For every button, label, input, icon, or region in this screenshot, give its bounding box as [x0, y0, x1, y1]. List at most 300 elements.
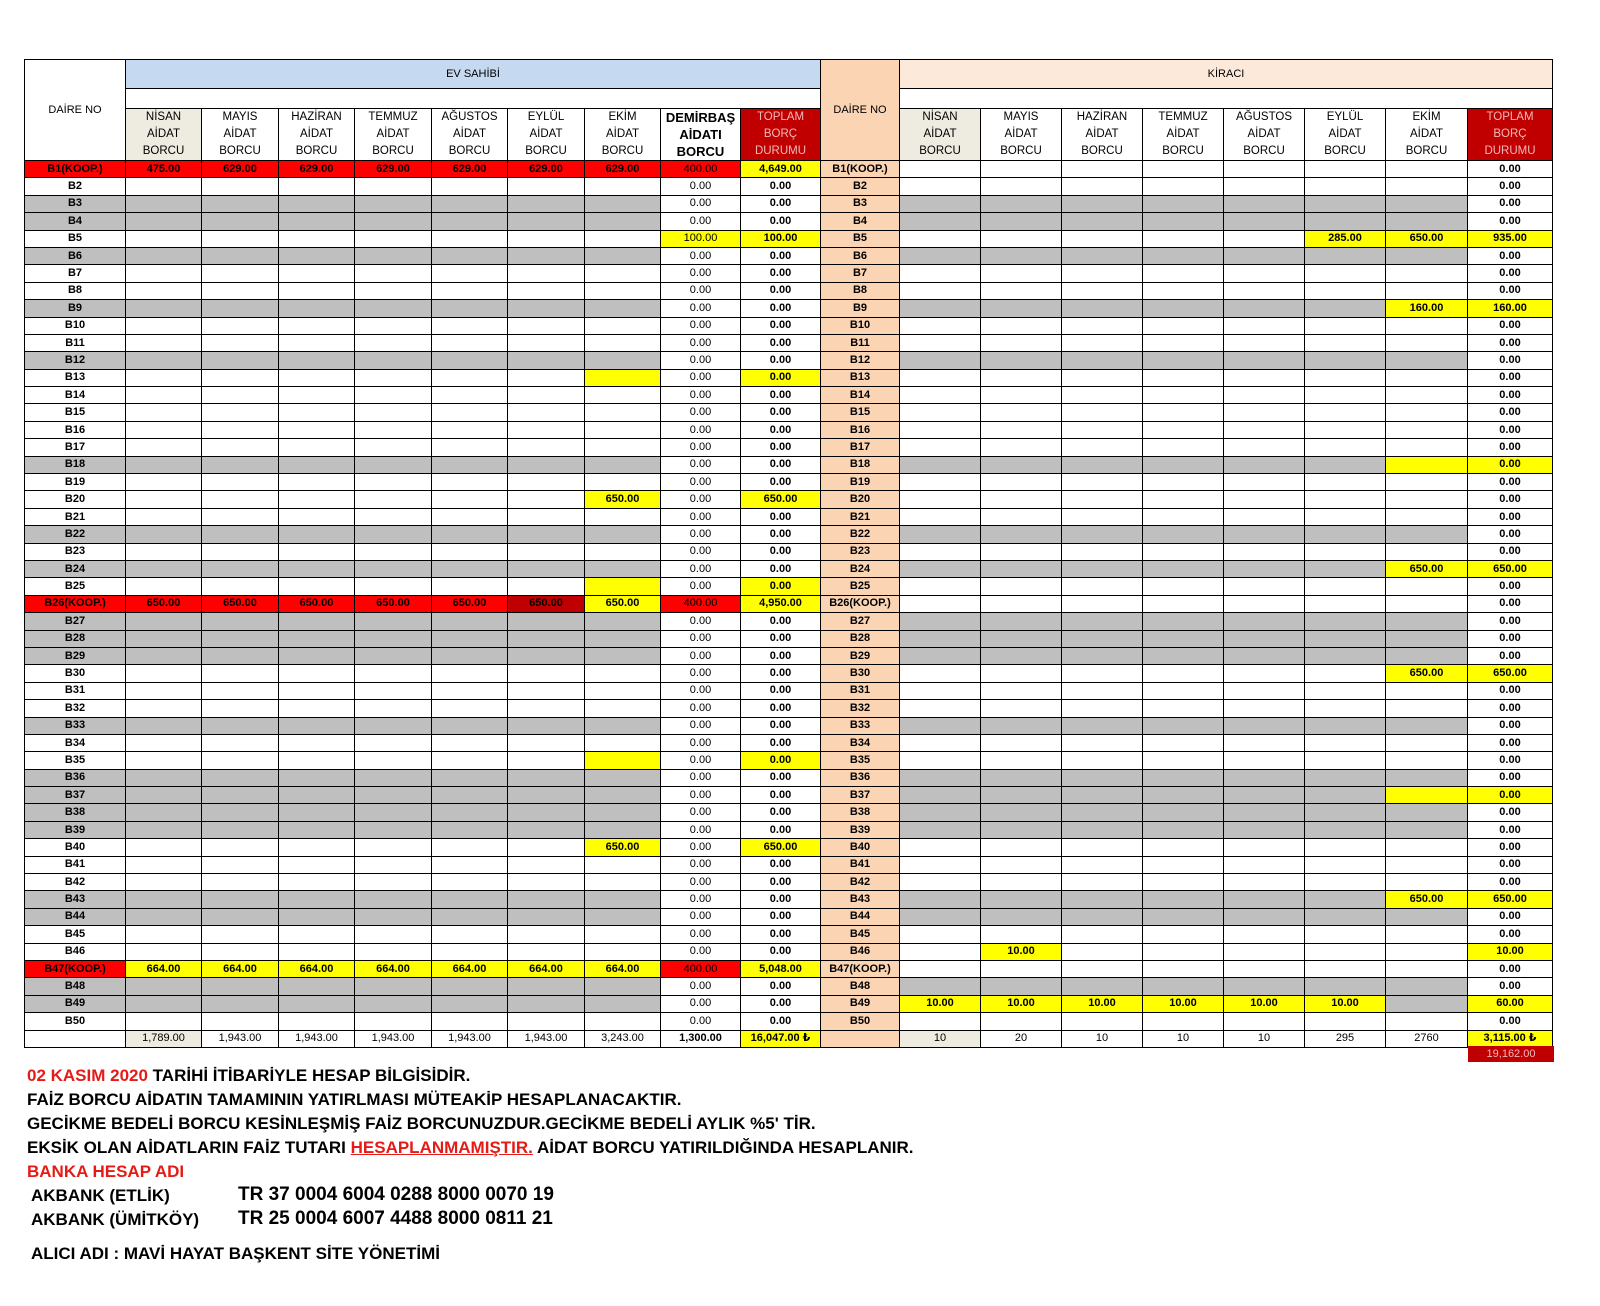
owner-month-cell: [585, 891, 661, 908]
tenant-label-sum-cell: [821, 1030, 900, 1047]
owner-total-cell: 4,950.00: [741, 595, 821, 612]
daire-no-tenant: B13: [821, 369, 900, 386]
owner-month-cell: [126, 474, 202, 491]
tenant-total-cell: 0.00: [1468, 856, 1553, 873]
owner-month-cell: 664.00: [508, 960, 585, 977]
owner-total-cell: 0.00: [741, 369, 821, 386]
table-row: [25, 334, 1553, 351]
tenant-month-cell: [1386, 195, 1468, 212]
table-row: [25, 560, 1553, 577]
owner-month-cell: 629.00: [508, 161, 585, 178]
tenant-month-cell: [981, 700, 1062, 717]
tenant-month-cell: [1143, 787, 1224, 804]
owner-month-cell: [432, 387, 508, 404]
tenant-month-cell: [981, 247, 1062, 264]
tenant-month-cell: [1143, 247, 1224, 264]
table-row: [25, 995, 1553, 1012]
tenant-month-cell: [1062, 300, 1143, 317]
owner-total-cell: 0.00: [741, 752, 821, 769]
tenant-month-cell: [1224, 647, 1305, 664]
demirbas-cell: 0.00: [661, 456, 741, 473]
tenant-month-cell: [1143, 1013, 1224, 1030]
owner-month-cell: [279, 856, 355, 873]
owner-month-cell: [508, 387, 585, 404]
tenant-total-cell: 650.00: [1468, 891, 1553, 908]
demirbas-cell: 0.00: [661, 352, 741, 369]
owner-month-cell: [585, 874, 661, 891]
owner-month-cell: [279, 787, 355, 804]
tenant-month-cell: [1224, 526, 1305, 543]
tenant-total-cell: 0.00: [1468, 334, 1553, 351]
tenant-month-cell: [1386, 717, 1468, 734]
tenant-month-cell: [1143, 804, 1224, 821]
tenant-month-cell: [900, 317, 981, 334]
table-row: [25, 787, 1553, 804]
tenant-month-cell: [1386, 595, 1468, 612]
owner-month-cell: [585, 717, 661, 734]
owner-month-cell: [432, 508, 508, 525]
owner-col-header: HAZİRAN AİDAT BORCU: [279, 109, 355, 161]
owner-month-cell: [355, 404, 432, 421]
tenant-month-cell: [1062, 282, 1143, 299]
owner-month-cell: [126, 578, 202, 595]
tenant-month-cell: [981, 195, 1062, 212]
owner-month-cell: [508, 491, 585, 508]
owner-month-cell: 650.00: [202, 595, 279, 612]
tenant-month-cell: [1143, 560, 1224, 577]
tenant-month-cell: [1386, 960, 1468, 977]
debt-table: [24, 59, 1553, 1048]
tenant-month-cell: [1224, 700, 1305, 717]
owner-month-cell: [432, 421, 508, 438]
tenant-month-cell: [981, 230, 1062, 247]
owner-month-cell: [126, 282, 202, 299]
owner-month-cell: [432, 787, 508, 804]
tenant-month-cell: [1224, 1013, 1305, 1030]
owner-month-cell: [355, 265, 432, 282]
table-row: [25, 943, 1553, 960]
owner-month-cell: [355, 804, 432, 821]
tenant-month-cell: [900, 178, 981, 195]
owner-month-cell: [355, 665, 432, 682]
tenant-month-cell: [1143, 421, 1224, 438]
tenant-month-cell: [900, 717, 981, 734]
demirbas-cell: 0.00: [661, 300, 741, 317]
tenant-month-cell: [1062, 926, 1143, 943]
tenant-month-cell: [1224, 456, 1305, 473]
note-date-rest: TARİHİ İTİBARİYLE HESAP BİLGİSİDİR.: [147, 1066, 471, 1085]
owner-month-cell: [432, 456, 508, 473]
owner-month-cell: [432, 334, 508, 351]
owner-total-cell: 0.00: [741, 474, 821, 491]
owner-month-cell: [355, 613, 432, 630]
tenant-month-cell: [1062, 769, 1143, 786]
owner-total-cell: 0.00: [741, 213, 821, 230]
owner-col-header: TOPLAM BORÇ DURUMU: [741, 109, 821, 161]
owner-month-cell: [432, 821, 508, 838]
owner-month-cell: [508, 543, 585, 560]
owner-month-cell: [585, 1013, 661, 1030]
tenant-month-cell: [1224, 491, 1305, 508]
tenant-total-cell: 0.00: [1468, 769, 1553, 786]
tenant-month-cell: [1224, 839, 1305, 856]
tenant-total-cell: 160.00: [1468, 300, 1553, 317]
tenant-total-cell: 0.00: [1468, 960, 1553, 977]
tenant-total-cell: 0.00: [1468, 839, 1553, 856]
demirbas-cell: 0.00: [661, 613, 741, 630]
owner-month-cell: [355, 474, 432, 491]
tenant-sum-cell: 20: [981, 1030, 1062, 1047]
owner-month-cell: [279, 821, 355, 838]
tenant-month-cell: [1062, 178, 1143, 195]
tenant-total-cell: 0.00: [1468, 978, 1553, 995]
tenant-month-cell: [1386, 734, 1468, 751]
demirbas-cell: 0.00: [661, 647, 741, 664]
table-row: [25, 317, 1553, 334]
tenant-total-cell: 0.00: [1468, 874, 1553, 891]
tenant-total-cell: 0.00: [1468, 317, 1553, 334]
owner-month-cell: [355, 978, 432, 995]
owner-month-cell: [126, 439, 202, 456]
daire-no-tenant: B37: [821, 787, 900, 804]
owner-month-cell: [279, 682, 355, 699]
owner-month-cell: [585, 508, 661, 525]
tenant-month-cell: [1224, 282, 1305, 299]
tenant-month-cell: [1062, 560, 1143, 577]
tenant-month-cell: [1386, 978, 1468, 995]
owner-month-cell: [202, 387, 279, 404]
tenant-col-header: MAYIS AİDAT BORCU: [981, 109, 1062, 161]
owner-month-cell: [202, 1013, 279, 1030]
owner-month-cell: [585, 665, 661, 682]
owner-month-cell: [279, 874, 355, 891]
tenant-month-cell: [1224, 804, 1305, 821]
tenant-total-cell: 0.00: [1468, 352, 1553, 369]
owner-month-cell: [279, 943, 355, 960]
tenant-month-cell: [1062, 456, 1143, 473]
table-row: [25, 804, 1553, 821]
owner-month-cell: [585, 178, 661, 195]
owner-month-cell: [508, 891, 585, 908]
table-row: [25, 647, 1553, 664]
tenant-month-cell: [1143, 839, 1224, 856]
tenant-month-cell: [1305, 543, 1386, 560]
tenant-month-cell: [1062, 213, 1143, 230]
owner-month-cell: [202, 421, 279, 438]
bank1-iban: TR 37 0004 6004 0288 8000 0070 19: [238, 1184, 554, 1205]
owner-month-cell: 650.00: [585, 491, 661, 508]
tenant-month-cell: [1062, 700, 1143, 717]
tenant-total-cell: 0.00: [1468, 908, 1553, 925]
tenant-month-cell: [900, 752, 981, 769]
owner-month-cell: 629.00: [279, 161, 355, 178]
owner-month-cell: [585, 700, 661, 717]
owner-month-cell: [585, 543, 661, 560]
table-row: [25, 682, 1553, 699]
owner-month-cell: [202, 178, 279, 195]
tenant-month-cell: [981, 1013, 1062, 1030]
owner-month-cell: [585, 682, 661, 699]
demirbas-cell: 0.00: [661, 439, 741, 456]
table-row: [25, 456, 1553, 473]
tenant-month-cell: [1305, 752, 1386, 769]
table-row: [25, 821, 1553, 838]
table-row: [25, 178, 1553, 195]
tenant-month-cell: [1305, 908, 1386, 925]
owner-total-cell: 0.00: [741, 543, 821, 560]
owner-sum-cell: 1,943.00: [355, 1030, 432, 1047]
tenant-month-cell: [1224, 352, 1305, 369]
tenant-month-cell: [900, 526, 981, 543]
tenant-month-cell: [1062, 960, 1143, 977]
bank1-name: AKBANK (ETLİK): [31, 1186, 170, 1205]
daire-no: B50: [25, 1013, 126, 1030]
daire-no: B42: [25, 874, 126, 891]
tenant-month-cell: [900, 195, 981, 212]
owner-total-cell: 0.00: [741, 630, 821, 647]
owner-month-cell: [508, 526, 585, 543]
daire-no-tenant: B41: [821, 856, 900, 873]
tenant-month-cell: [1143, 734, 1224, 751]
owner-total-cell: 0.00: [741, 387, 821, 404]
tenant-col-header: TOPLAM BORÇ DURUMU: [1468, 109, 1553, 161]
daire-no: B19: [25, 474, 126, 491]
owner-month-cell: [279, 213, 355, 230]
owner-month-cell: [126, 195, 202, 212]
tenant-month-cell: [1386, 682, 1468, 699]
tenant-month-cell: 10.00: [900, 995, 981, 1012]
daire-no: B3: [25, 195, 126, 212]
tenant-total-cell: 0.00: [1468, 161, 1553, 178]
tenant-col-header: HAZİRAN AİDAT BORCU: [1062, 109, 1143, 161]
owner-month-cell: [202, 734, 279, 751]
tenant-month-cell: [1305, 508, 1386, 525]
tenant-month-cell: [1143, 334, 1224, 351]
tenant-month-cell: [981, 665, 1062, 682]
owner-month-cell: [432, 178, 508, 195]
owner-sum-cell: 1,943.00: [202, 1030, 279, 1047]
owner-month-cell: [508, 995, 585, 1012]
owner-month-cell: [508, 1013, 585, 1030]
tenant-month-cell: [1305, 474, 1386, 491]
tenant-month-cell: [1386, 769, 1468, 786]
owner-month-cell: [432, 213, 508, 230]
owner-month-cell: [585, 439, 661, 456]
tenant-month-cell: [1062, 856, 1143, 873]
owner-month-cell: [508, 352, 585, 369]
bank2-name: AKBANK (ÜMİTKÖY): [31, 1210, 200, 1229]
owner-month-cell: [202, 334, 279, 351]
tenant-month-cell: [1305, 387, 1386, 404]
tenant-month-cell: 10.00: [1062, 995, 1143, 1012]
table-row: [25, 665, 1553, 682]
tenant-month-cell: [981, 282, 1062, 299]
owner-month-cell: [355, 439, 432, 456]
tenant-total-cell: 0.00: [1468, 734, 1553, 751]
daire-no-tenant: B14: [821, 387, 900, 404]
owner-total-cell: 0.00: [741, 178, 821, 195]
tenant-month-cell: [1143, 682, 1224, 699]
tenant-month-cell: [1143, 543, 1224, 560]
tenant-month-cell: [981, 300, 1062, 317]
owner-month-cell: [585, 369, 661, 386]
tenant-month-cell: [1305, 213, 1386, 230]
owner-month-cell: [585, 787, 661, 804]
owner-month-cell: [279, 352, 355, 369]
owner-month-cell: [432, 682, 508, 699]
owner-month-cell: [126, 317, 202, 334]
owner-month-cell: [355, 230, 432, 247]
daire-no-tenant: B50: [821, 1013, 900, 1030]
tenant-month-cell: [1305, 804, 1386, 821]
tenant-month-cell: [981, 752, 1062, 769]
table-row: [25, 300, 1553, 317]
daire-no-tenant: B12: [821, 352, 900, 369]
owner-month-cell: [202, 508, 279, 525]
owner-month-cell: [585, 995, 661, 1012]
owner-month-cell: [432, 474, 508, 491]
daire-no-header: DAİRE NO: [25, 60, 126, 161]
tenant-month-cell: [1305, 334, 1386, 351]
demirbas-cell: 0.00: [661, 804, 741, 821]
tenant-total-cell: 0.00: [1468, 821, 1553, 838]
tenant-month-cell: [981, 369, 1062, 386]
demirbas-cell: 0.00: [661, 526, 741, 543]
tenant-total-cell: 0.00: [1468, 630, 1553, 647]
owner-month-cell: [432, 700, 508, 717]
daire-no: B30: [25, 665, 126, 682]
tenant-col-header: EKİM AİDAT BORCU: [1386, 109, 1468, 161]
owner-month-cell: [432, 439, 508, 456]
tenant-month-cell: [981, 526, 1062, 543]
owner-month-cell: 629.00: [355, 161, 432, 178]
owner-month-cell: [202, 230, 279, 247]
owner-total-cell: 0.00: [741, 943, 821, 960]
owner-month-cell: [202, 908, 279, 925]
table-row: [25, 700, 1553, 717]
tenant-month-cell: [1386, 995, 1468, 1012]
owner-month-cell: [126, 943, 202, 960]
tenant-month-cell: [1062, 787, 1143, 804]
owner-month-cell: [202, 439, 279, 456]
tenant-month-cell: [1386, 578, 1468, 595]
tenant-month-cell: [1305, 317, 1386, 334]
tenant-month-cell: [1224, 752, 1305, 769]
daire-no: B16: [25, 421, 126, 438]
tenant-month-cell: [1386, 700, 1468, 717]
tenant-total-cell: 935.00: [1468, 230, 1553, 247]
owner-month-cell: [126, 752, 202, 769]
tenant-total-cell: 0.00: [1468, 752, 1553, 769]
owner-month-cell: [279, 700, 355, 717]
demirbas-cell: 0.00: [661, 543, 741, 560]
owner-month-cell: [432, 647, 508, 664]
demirbas-cell: 0.00: [661, 821, 741, 838]
tenant-month-cell: [1143, 508, 1224, 525]
daire-no: B32: [25, 700, 126, 717]
table-row: [25, 491, 1553, 508]
table-row: [25, 543, 1553, 560]
owner-month-cell: [202, 839, 279, 856]
tenant-month-cell: [981, 891, 1062, 908]
tenant-month-cell: [1386, 491, 1468, 508]
tenant-month-cell: [1224, 874, 1305, 891]
tenant-total-cell: 0.00: [1468, 682, 1553, 699]
demirbas-cell: 0.00: [661, 578, 741, 595]
table-row: [25, 247, 1553, 264]
table-row: [25, 230, 1553, 247]
owner-total-cell: 0.00: [741, 995, 821, 1012]
owner-month-cell: [508, 682, 585, 699]
tenant-month-cell: [1305, 560, 1386, 577]
daire-no: B33: [25, 717, 126, 734]
owner-month-cell: [432, 804, 508, 821]
demirbas-cell: 0.00: [661, 508, 741, 525]
tenant-month-cell: [900, 682, 981, 699]
owner-month-cell: [508, 334, 585, 351]
owner-col-header: MAYIS AİDAT BORCU: [202, 109, 279, 161]
tenant-month-cell: [900, 265, 981, 282]
tenant-month-cell: [1143, 439, 1224, 456]
tenant-month-cell: [1224, 387, 1305, 404]
owner-month-cell: [279, 752, 355, 769]
owner-month-cell: [126, 334, 202, 351]
tenant-month-cell: [1224, 317, 1305, 334]
tenant-month-cell: [1062, 230, 1143, 247]
owner-month-cell: [279, 804, 355, 821]
owner-month-cell: [126, 856, 202, 873]
tenant-total-cell: 0.00: [1468, 247, 1553, 264]
daire-no-tenant: B24: [821, 560, 900, 577]
tenant-month-cell: [1062, 369, 1143, 386]
owner-month-cell: [202, 456, 279, 473]
tenant-month-cell: [981, 734, 1062, 751]
owner-total-cell: 0.00: [741, 821, 821, 838]
demirbas-cell: 0.00: [661, 387, 741, 404]
tenant-month-cell: [1224, 474, 1305, 491]
owner-month-cell: 629.00: [202, 161, 279, 178]
daire-no: B8: [25, 282, 126, 299]
tenant-month-cell: [981, 856, 1062, 873]
tenant-month-cell: [1386, 543, 1468, 560]
daire-no-tenant: B34: [821, 734, 900, 751]
tenant-month-cell: [1143, 300, 1224, 317]
daire-no-tenant: B42: [821, 874, 900, 891]
owner-month-cell: [355, 769, 432, 786]
tenant-month-cell: [1305, 647, 1386, 664]
table-row: [25, 926, 1553, 943]
tenant-month-cell: [981, 543, 1062, 560]
tenant-month-cell: [1143, 578, 1224, 595]
owner-month-cell: [355, 647, 432, 664]
demirbas-cell: 0.00: [661, 665, 741, 682]
table-row: [25, 630, 1553, 647]
tenant-month-cell: [1224, 230, 1305, 247]
owner-month-cell: [126, 891, 202, 908]
demirbas-cell: 400.00: [661, 960, 741, 977]
owner-month-cell: 664.00: [355, 960, 432, 977]
owner-month-cell: [355, 334, 432, 351]
tenant-month-cell: [1062, 526, 1143, 543]
daire-no: B44: [25, 908, 126, 925]
tenant-month-cell: [1143, 630, 1224, 647]
daire-no: B6: [25, 247, 126, 264]
tenant-month-cell: [1224, 404, 1305, 421]
owner-total-cell: 0.00: [741, 734, 821, 751]
tenant-month-cell: [900, 300, 981, 317]
owner-month-cell: [585, 213, 661, 230]
owner-month-cell: [202, 874, 279, 891]
